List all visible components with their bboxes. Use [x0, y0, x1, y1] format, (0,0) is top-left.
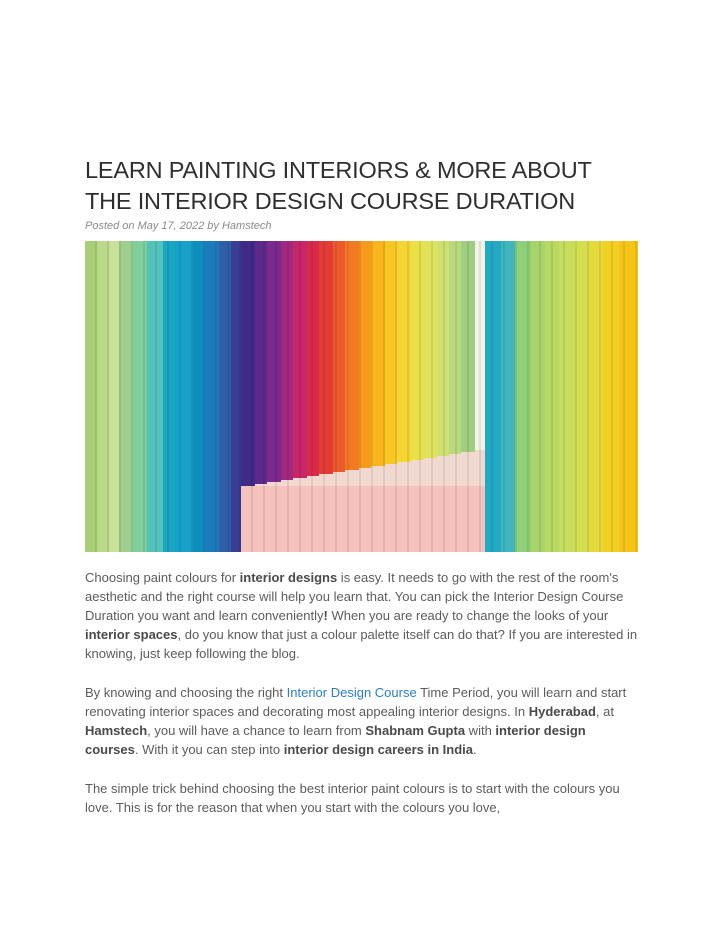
text: . With it you can step into [134, 742, 284, 757]
pillar-shadow [503, 241, 505, 552]
post-title [85, 155, 645, 217]
pillar-center [319, 241, 333, 474]
pillar-shadow [551, 241, 553, 552]
pillar-shadow [359, 241, 361, 552]
pillar-shadow [443, 241, 445, 552]
pillar-center [255, 241, 267, 484]
pillar-shadow [179, 241, 181, 552]
text: When you are ready to change the looks of your [327, 608, 609, 623]
paragraph-1 [85, 568, 641, 663]
pillar-shadow [335, 241, 337, 552]
paragraph-2 [85, 683, 641, 759]
pillar-shadow [131, 241, 133, 552]
pillar-shadow [623, 241, 625, 552]
pillar-shadow [479, 241, 481, 552]
bold-text: interior designs [239, 570, 338, 585]
pillar-shadow [107, 241, 109, 552]
pillar-shadow [287, 241, 289, 552]
pillar-shadow [263, 241, 265, 552]
post-title-line-2: THE INTERIOR DESIGN COURSE DURATION [85, 188, 576, 214]
pillar-center [411, 241, 423, 460]
bold-text: interior design courses [85, 723, 586, 757]
interior-design-course-link[interactable]: Interior Design Course [286, 685, 417, 700]
article-body [85, 568, 641, 837]
pillar-center [371, 241, 385, 466]
paragraph-3 [85, 779, 641, 817]
bold-text: Hamstech [85, 723, 148, 738]
pillar-left [175, 241, 193, 552]
pillar-left [219, 241, 231, 552]
text: , do you know that just a colour palette itself can do that? If you are interested in knowing, just keep following the blog. [85, 627, 638, 661]
text: with [465, 723, 496, 738]
pillar-shadow [383, 241, 385, 552]
pillar-shadow [251, 241, 253, 552]
bold-text: ! [323, 608, 328, 623]
pillar-shadow [155, 241, 157, 552]
pillar-shadow [611, 241, 613, 552]
pillar-shadow [203, 241, 205, 552]
pillar-shadow [167, 241, 169, 552]
pillar-shadow [227, 241, 229, 552]
pillar-shadow [527, 241, 529, 552]
pillar-shadow [467, 241, 469, 552]
text: , at [595, 704, 614, 719]
bold-text: interior design careers in India [283, 742, 474, 757]
pillar-center [267, 241, 281, 482]
pillar-shadow [539, 241, 541, 552]
pillar-shadow [347, 241, 349, 552]
text: The simple trick behind choosing the best interior paint colours is to start with the colours you love. This is for the reason that when you start with the colours you love, [85, 781, 620, 815]
pillar-shadow [371, 241, 373, 552]
pillar-shadow [215, 241, 217, 552]
pillar-shadow [143, 241, 145, 552]
pillar-shadow [395, 241, 397, 552]
text: Time Period, you will learn and start renovating interior spaces and decorating most appealing interior designs. In [85, 685, 627, 719]
pillar-shadow [275, 241, 277, 552]
pillar-right [559, 241, 575, 552]
pillar-shadow [191, 241, 193, 552]
pillar-shadow [635, 241, 637, 552]
pillar-center [333, 241, 345, 472]
text: Choosing paint colours for [85, 570, 240, 585]
pillar-shadow [95, 241, 97, 552]
pillar-shadow [407, 241, 409, 552]
pillar-shadow [491, 241, 493, 552]
rainbow-corridor-illustration [85, 241, 638, 552]
hero-image [85, 241, 638, 552]
pillar-right [531, 241, 545, 552]
pillar-shadow [515, 241, 517, 552]
pillar-shadow [575, 241, 577, 552]
pillar-shadow [239, 241, 241, 552]
pillar-shadow [587, 241, 589, 552]
bold-text: Shabnam Gupta [365, 723, 466, 738]
post-meta: Posted on May 17, 2022 by Hamstech [85, 220, 272, 232]
bold-text: interior spaces [85, 627, 178, 642]
pillar-left [109, 241, 119, 552]
pillar-shadow [431, 241, 433, 552]
text: , you will have a chance to learn from [147, 723, 366, 738]
text: . [473, 742, 477, 757]
pillar-shadow [599, 241, 601, 552]
text: is easy. It needs to go with the rest of the room's aesthetic and the right course will help you learn that. You can pick the Interior Design Course Duration you want and learn conveniently [85, 570, 624, 623]
bold-text: Hyderabad [528, 704, 596, 719]
pillar-shadow [299, 241, 301, 552]
pillar-shadow [563, 241, 565, 552]
pillar-shadow [419, 241, 421, 552]
pillar-shadow [323, 241, 325, 552]
post-title-line-1: LEARN PAINTING INTERIORS & MORE ABOUT [85, 157, 592, 183]
pillar-center [423, 241, 437, 458]
text: By knowing and choosing the right [85, 685, 287, 700]
pillar-shadow [311, 241, 313, 552]
pillar-right [575, 241, 589, 552]
pillar-left [119, 241, 133, 552]
pillar-shadow [119, 241, 121, 552]
pillar-shadow [455, 241, 457, 552]
